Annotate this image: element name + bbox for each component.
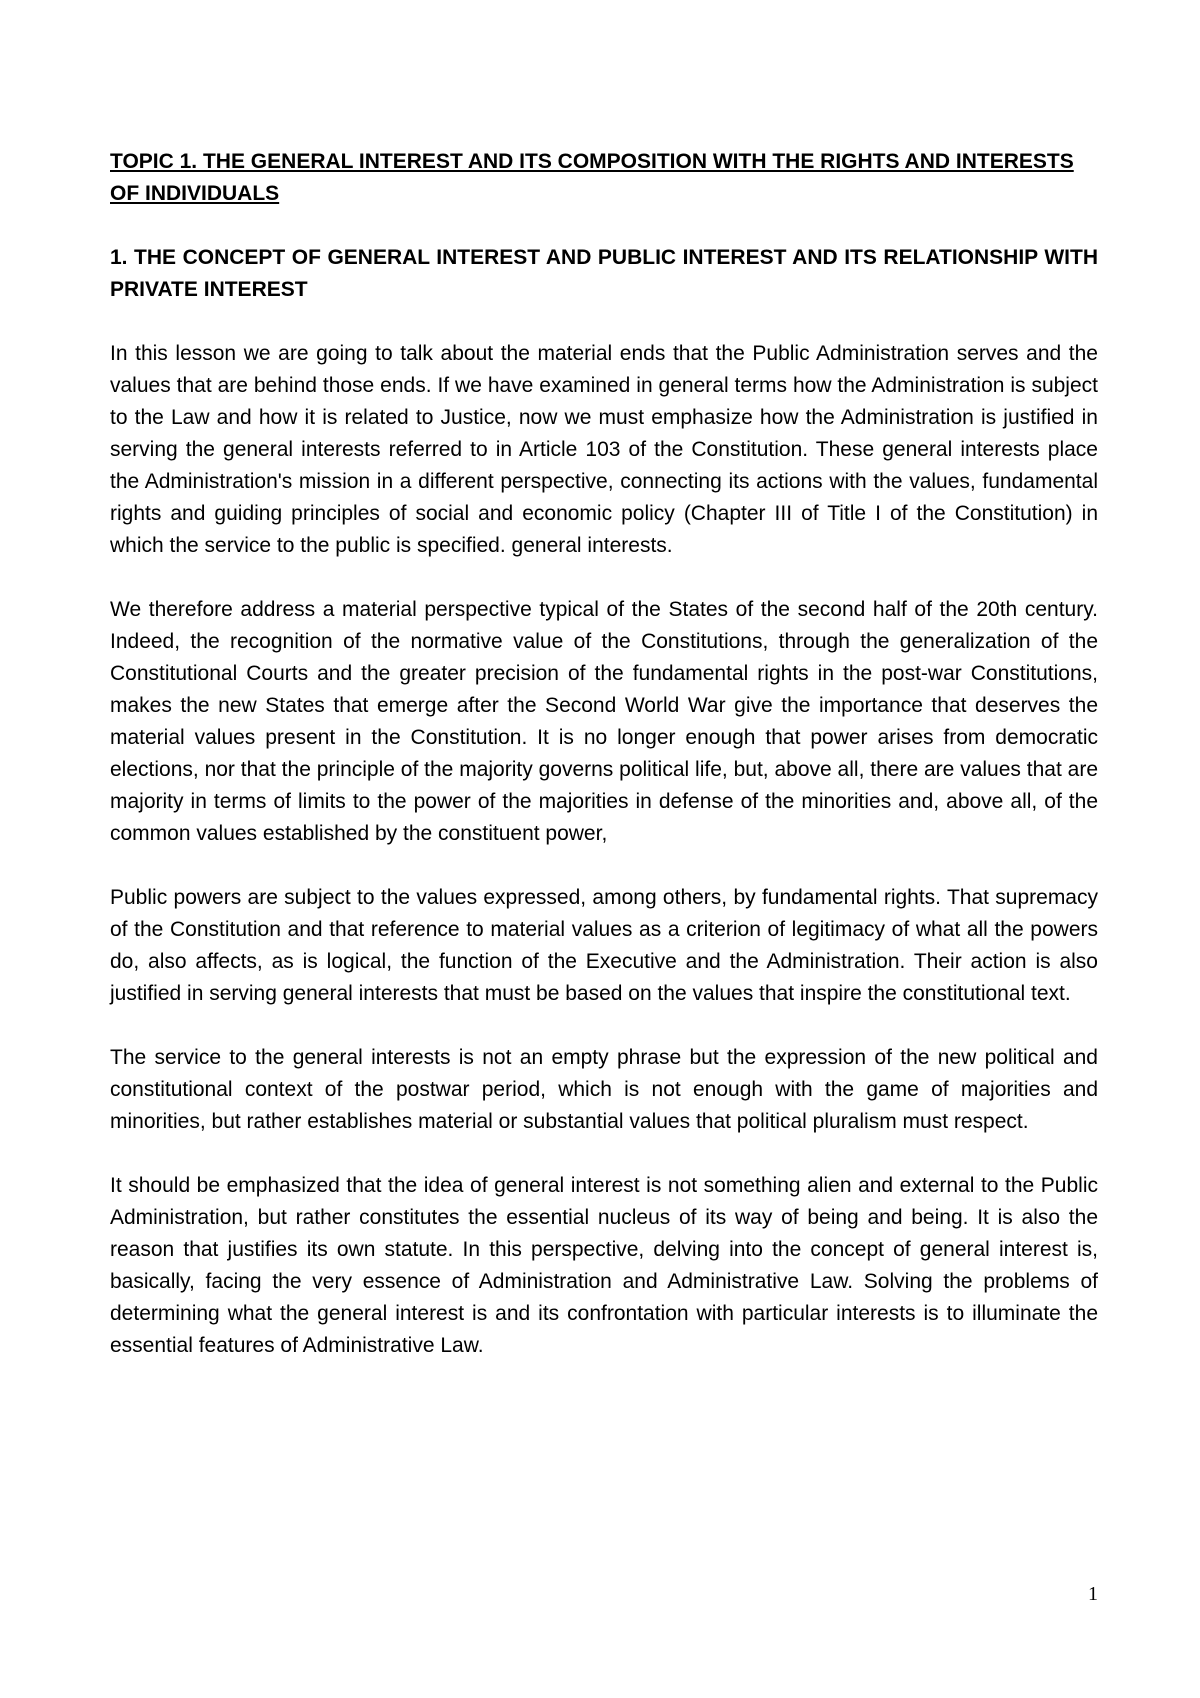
topic-title: TOPIC 1. THE GENERAL INTEREST AND ITS COMPOSITION WITH THE RIGHTS AND INTERESTS OF INDIVIDUALS xyxy=(110,150,1074,205)
page-number: 1 xyxy=(1088,1583,1098,1605)
paragraph: The service to the general interests is not an empty phrase but the expression of the new political and constitutional context of the postwar period, which is not enough with the game of majorities and minorities, but rather establishes material or substantial values that political pluralism must respect. xyxy=(110,1046,1098,1133)
paragraph: We therefore address a material perspective typical of the States of the second half of the 20th century. Indeed, the recognition of the normative value of the Constitutions, through the generalization of the Constitutional Courts and the greater precision of the fundamental rights in the post-war Constitutions, makes the new States that emerge after the Second World War give the importance that deserves the material values present in the Constitution. It is no longer enough that power arises from democratic elections, nor that the principle of the majority governs political life, but, above all, there are values that are majority in terms of limits to the power of the majorities in defense of the minorities and, above all, of the common values established by the constituent power, xyxy=(110,598,1098,845)
document-body xyxy=(110,146,1098,1362)
paragraph: Public powers are subject to the values expressed, among others, by fundamental rights. That supremacy of the Constitution and that reference to material values as a criterion of legitimacy of what all the powers do, also affects, as is logical, the function of the Executive and the Administration. Their action is also justified in serving general interests that must be based on the values that inspire the constitutional text. xyxy=(110,886,1098,1005)
section-heading: 1. THE CONCEPT OF GENERAL INTEREST AND PUBLIC INTEREST AND ITS RELATIONSHIP WITH PRIVATE INTEREST xyxy=(110,246,1098,301)
paragraph: In this lesson we are going to talk about the material ends that the Public Administration serves and the values that are behind those ends. If we have examined in general terms how the Administration is subject to the Law and how it is related to Justice, now we must emphasize how the Administration is justified in serving the general interests referred to in Article 103 of the Constitution. These general interests place the Administration's mission in a different perspective, connecting its actions with the values, fundamental rights and guiding principles of social and economic policy (Chapter III of Title I of the Constitution) in which the service to the public is specified. general interests. xyxy=(110,342,1098,557)
paragraph: It should be emphasized that the idea of general interest is not something alien and external to the Public Administration, but rather constitutes the essential nucleus of its way of being and being. It is also the reason that justifies its own statute. In this perspective, delving into the concept of general interest is, basically, facing the very essence of Administration and Administrative Law. Solving the problems of determining what the general interest is and its confrontation with particular interests is to illuminate the essential features of Administrative Law. xyxy=(110,1174,1098,1357)
